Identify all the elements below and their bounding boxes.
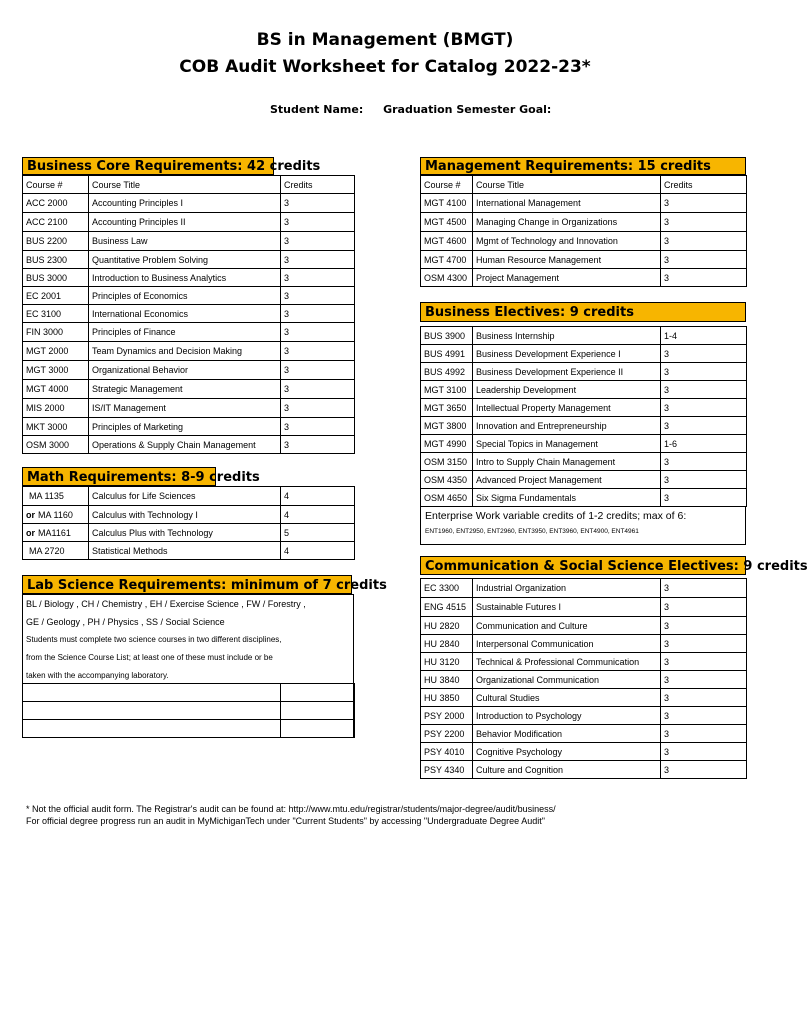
- course-credits: 1-4: [661, 327, 747, 345]
- course-number: EC 2001: [26, 290, 62, 301]
- course-title: Principles of Economics: [89, 287, 281, 305]
- table-row: [23, 194, 355, 213]
- table-row: [421, 363, 747, 381]
- col-title: Course Title: [473, 176, 661, 194]
- enterprise-course-list: ENT1960, ENT2950, ENT2960, ENT3950, ENT3960, ENT4900, ENT4961: [425, 528, 639, 535]
- table-row: [23, 305, 355, 323]
- course-credits: 3: [661, 345, 747, 363]
- course-credits: 3: [661, 363, 747, 381]
- math-req-table: [22, 486, 355, 560]
- lab-science-box: [22, 594, 354, 738]
- course-title: Human Resource Management: [473, 251, 661, 269]
- lab-science-heading: Lab Science Requirements: minimum of 7 credits: [22, 575, 352, 594]
- course-number: MGT 4600: [424, 236, 467, 246]
- course-number: BUS 2300: [26, 254, 68, 265]
- course-credits: 3: [281, 305, 355, 323]
- table-row: [23, 361, 355, 380]
- course-credits: 3: [661, 251, 747, 269]
- management-req-section: [420, 157, 746, 287]
- management-req-table: [420, 175, 747, 287]
- col-course: Course #: [23, 176, 89, 194]
- course-title: Intro to Supply Chain Management: [473, 453, 661, 471]
- course-title: Strategic Management: [89, 380, 281, 399]
- enterprise-box: [420, 507, 746, 545]
- table-row: [421, 269, 747, 287]
- business-electives-section: [420, 302, 746, 545]
- course-title: Principles of Finance: [89, 323, 281, 342]
- course-title: Cultural Studies: [473, 689, 661, 707]
- course-credits: 3: [661, 471, 747, 489]
- table-row: [421, 761, 747, 779]
- course-number: MKT 3000: [26, 421, 68, 432]
- course-title: Quantitative Problem Solving: [89, 251, 281, 269]
- table-row: [421, 399, 747, 417]
- table-row: [421, 194, 747, 213]
- table-row: [421, 213, 747, 232]
- course-credits: 3: [281, 269, 355, 287]
- table-row: [421, 381, 747, 399]
- course-title: Project Management: [473, 269, 661, 287]
- table-row: [23, 436, 355, 454]
- table-row: [421, 579, 747, 598]
- course-credits: 3: [661, 232, 747, 251]
- col-course: Course #: [421, 176, 473, 194]
- course-credits: 3: [281, 287, 355, 305]
- table-row: [421, 671, 747, 689]
- table-row: [23, 342, 355, 361]
- table-row: [421, 635, 747, 653]
- course-number: MA 1160: [38, 509, 73, 520]
- course-credits: 3: [661, 725, 747, 743]
- lab-entry-row: [23, 684, 355, 702]
- course-title: Innovation and Entrepreneurship: [473, 417, 661, 435]
- course-title: Intellectual Property Management: [473, 399, 661, 417]
- course-credits: 3: [281, 436, 355, 454]
- course-credits: 4: [281, 506, 355, 524]
- course-number: MGT 2000: [26, 346, 69, 356]
- lab-entry-row: [23, 720, 355, 738]
- table-row: [421, 435, 747, 453]
- course-title: Technical & Professional Communication: [473, 653, 661, 671]
- course-number: MGT 4500: [424, 217, 467, 227]
- student-info-line: [270, 103, 567, 116]
- management-req-header-row: [421, 176, 747, 194]
- course-number: PSY 2200: [424, 728, 465, 739]
- course-credits: 3: [281, 380, 355, 399]
- course-credits: 4: [281, 542, 355, 560]
- course-title: Business Internship: [473, 327, 661, 345]
- math-req-rows: [23, 487, 355, 560]
- table-row: [421, 251, 747, 269]
- table-row: [23, 269, 355, 287]
- table-row: [421, 489, 747, 507]
- course-credits: 3: [661, 399, 747, 417]
- course-title: Calculus for Life Sciences: [89, 487, 281, 506]
- table-row: [421, 471, 747, 489]
- course-credits: 3: [661, 453, 747, 471]
- course-title: Team Dynamics and Decision Making: [89, 342, 281, 361]
- course-credits: 3: [661, 707, 747, 725]
- table-row: [421, 232, 747, 251]
- math-req-section: [22, 467, 354, 560]
- course-credits: 3: [661, 489, 747, 507]
- course-credits: 3: [661, 617, 747, 635]
- table-row: [23, 399, 355, 418]
- course-title: Special Topics in Management: [473, 435, 661, 453]
- table-row: [421, 617, 747, 635]
- table-row: [23, 287, 355, 305]
- course-number: OSM 3150: [424, 456, 468, 467]
- course-credits: 3: [661, 213, 747, 232]
- table-row: [421, 345, 747, 363]
- course-title: Organizational Communication: [473, 671, 661, 689]
- course-number: MGT 3100: [424, 384, 467, 395]
- table-row: [23, 380, 355, 399]
- course-number: HU 3120: [424, 656, 460, 667]
- course-credits: 3: [281, 342, 355, 361]
- comm-social-heading: Communication & Social Science Electives: 9 credits: [420, 556, 746, 575]
- lab-entry-row: [23, 702, 355, 720]
- course-credits: 5: [281, 524, 355, 542]
- course-number: PSY 4340: [424, 764, 465, 775]
- course-title: Calculus with Technology I: [89, 506, 281, 524]
- table-row: [421, 453, 747, 471]
- management-req-rows: [421, 194, 747, 287]
- course-title: Cognitive Psychology: [473, 743, 661, 761]
- lab-science-rule-2: from the Science Course List; at least one of these must include or be: [26, 653, 273, 662]
- course-title: International Management: [473, 194, 661, 213]
- course-number: FIN 3000: [26, 327, 64, 337]
- business-core-heading: Business Core Requirements: 42 credits: [22, 157, 274, 175]
- col-credits: Credits: [281, 176, 355, 194]
- course-prefix: or: [26, 509, 35, 520]
- table-row: [421, 417, 747, 435]
- table-row: [23, 323, 355, 342]
- page-subtitle: COB Audit Worksheet for Catalog 2022-23*: [179, 57, 591, 77]
- course-credits: 3: [281, 399, 355, 418]
- footer-note-2: For official degree progress run an audit in MyMichiganTech under "Current Students" by accessing "Undergraduate Degree Audit": [26, 816, 545, 826]
- course-credits: 4: [281, 487, 355, 506]
- course-credits: 3: [661, 743, 747, 761]
- management-req-heading: Management Requirements: 15 credits: [420, 157, 746, 175]
- course-title: Accounting Principles I: [89, 194, 281, 213]
- course-title: Sustainable Futures I: [473, 598, 661, 617]
- student-name-label: Student Name:: [270, 103, 364, 116]
- lab-science-rule-3: taken with the accompanying laboratory.: [26, 671, 169, 680]
- course-number: ACC 2000: [26, 198, 68, 208]
- table-row: [421, 743, 747, 761]
- comm-social-section: [420, 556, 808, 779]
- course-number: PSY 4010: [424, 746, 465, 757]
- course-number: MGT 4100: [424, 198, 467, 208]
- course-number: BUS 4991: [424, 348, 466, 359]
- course-number: MGT 4990: [424, 438, 467, 449]
- course-number: ACC 2100: [26, 217, 68, 227]
- course-number: OSM 4350: [424, 474, 468, 485]
- table-row: [421, 707, 747, 725]
- course-title: Accounting Principles II: [89, 213, 281, 232]
- course-credits: 3: [281, 232, 355, 251]
- business-core-table: [22, 175, 355, 454]
- course-number: OSM 4650: [424, 492, 468, 503]
- course-credits: 1-6: [661, 435, 747, 453]
- course-credits: 3: [661, 194, 747, 213]
- table-row: [23, 232, 355, 251]
- course-credits: 3: [281, 194, 355, 213]
- course-number: HU 2840: [424, 638, 460, 649]
- course-credits: 3: [661, 598, 747, 617]
- table-row: [421, 598, 747, 617]
- comm-social-rows: [421, 579, 747, 779]
- math-req-heading: Math Requirements: 8-9 credits: [22, 467, 216, 486]
- business-core-header-row: [23, 176, 355, 194]
- course-title: Interpersonal Communication: [473, 635, 661, 653]
- course-number: EC 3300: [424, 583, 460, 593]
- table-row: [23, 213, 355, 232]
- course-credits: 3: [661, 671, 747, 689]
- course-credits: 3: [661, 653, 747, 671]
- course-title: Culture and Cognition: [473, 761, 661, 779]
- course-number: PSY 2000: [424, 710, 465, 721]
- lab-science-section: [22, 575, 387, 738]
- course-number: ENG 4515: [424, 602, 467, 612]
- lab-science-disciplines-2: GE / Geology , PH / Physics , SS / Social Science: [26, 617, 225, 627]
- table-row: [421, 327, 747, 345]
- course-credits: 3: [661, 269, 747, 287]
- course-title: Mgmt of Technology and Innovation: [473, 232, 661, 251]
- course-title: Organizational Behavior: [89, 361, 281, 380]
- course-number: HU 3850: [424, 692, 460, 703]
- course-credits: 3: [281, 361, 355, 380]
- course-number: MIS 2000: [26, 403, 65, 413]
- business-electives-rows: [421, 327, 747, 507]
- page-title: BS in Management (BMGT): [256, 30, 514, 50]
- course-title: Industrial Organization: [473, 579, 661, 598]
- course-number: MA1161: [38, 527, 71, 538]
- course-credits: 3: [281, 418, 355, 436]
- course-title: Communication and Culture: [473, 617, 661, 635]
- comm-social-table: [420, 578, 747, 779]
- table-row: [23, 506, 355, 524]
- business-core-rows: [23, 194, 355, 454]
- course-number: MGT 4700: [424, 254, 467, 265]
- course-prefix: or: [26, 527, 35, 538]
- course-credits: 3: [661, 761, 747, 779]
- table-row: [421, 689, 747, 707]
- course-title: International Economics: [89, 305, 281, 323]
- course-credits: 3: [661, 381, 747, 399]
- course-title: Six Sigma Fundamentals: [473, 489, 661, 507]
- table-row: [23, 524, 355, 542]
- course-title: Behavior Modification: [473, 725, 661, 743]
- business-electives-table: [420, 326, 747, 507]
- course-title: Business Development Experience II: [473, 363, 661, 381]
- course-title: IS/IT Management: [89, 399, 281, 418]
- lab-science-entry-table: [22, 683, 355, 738]
- footer-note-1: * Not the official audit form. The Registrar's audit can be found at: http://www.mtu.edu/registrar/students/major-degree/audit/business/: [26, 804, 556, 814]
- enterprise-note: Enterprise Work variable credits of 1-2 credits; max of 6:: [425, 510, 687, 522]
- course-number: HU 3840: [424, 674, 460, 685]
- course-credits: 3: [661, 689, 747, 707]
- course-title: Introduction to Psychology: [473, 707, 661, 725]
- course-number: OSM 3000: [26, 439, 70, 450]
- course-title: Advanced Project Management: [473, 471, 661, 489]
- course-title: Introduction to Business Analytics: [89, 269, 281, 287]
- footer-notes: [26, 803, 556, 827]
- course-number: HU 2820: [424, 620, 460, 631]
- col-title: Course Title: [89, 176, 281, 194]
- course-number: MGT 3800: [424, 420, 467, 431]
- table-row: [23, 418, 355, 436]
- graduation-goal-label: Graduation Semester Goal:: [383, 103, 552, 116]
- course-credits: 3: [661, 579, 747, 598]
- course-title: Operations & Supply Chain Management: [89, 436, 281, 454]
- course-credits: 3: [281, 323, 355, 342]
- course-number: BUS 3000: [26, 272, 68, 283]
- course-number: MGT 3650: [424, 402, 467, 413]
- course-title: Principles of Marketing: [89, 418, 281, 436]
- course-title: Calculus Plus with Technology: [89, 524, 281, 542]
- table-row: [421, 653, 747, 671]
- course-credits: 3: [281, 251, 355, 269]
- course-number: BUS 3900: [424, 330, 466, 341]
- business-core-section: [22, 157, 354, 454]
- course-title: Business Development Experience I: [473, 345, 661, 363]
- course-title: Statistical Methods: [89, 542, 281, 560]
- course-credits: 3: [281, 213, 355, 232]
- course-number: BUS 4992: [424, 366, 466, 377]
- course-number: MA 2720: [29, 545, 65, 556]
- table-row: [421, 725, 747, 743]
- course-number: EC 3100: [26, 308, 62, 319]
- course-title: Leadership Development: [473, 381, 661, 399]
- course-title: Managing Change in Organizations: [473, 213, 661, 232]
- table-row: [23, 487, 355, 506]
- col-credits: Credits: [661, 176, 747, 194]
- business-electives-heading: Business Electives: 9 credits: [420, 302, 746, 322]
- course-number: MGT 4000: [26, 384, 69, 394]
- course-number: BUS 2200: [26, 236, 68, 246]
- course-number: MA 1135: [29, 491, 64, 501]
- table-row: [23, 542, 355, 560]
- course-credits: 3: [661, 417, 747, 435]
- course-credits: 3: [661, 635, 747, 653]
- course-number: OSM 4300: [424, 272, 468, 283]
- course-title: Business Law: [89, 232, 281, 251]
- lab-science-disciplines-1: BL / Biology , CH / Chemistry , EH / Exercise Science , FW / Forestry ,: [26, 599, 306, 609]
- course-number: MGT 3000: [26, 365, 69, 375]
- table-row: [23, 251, 355, 269]
- lab-science-rule-1: Students must complete two science courses in two different disciplines,: [26, 635, 282, 644]
